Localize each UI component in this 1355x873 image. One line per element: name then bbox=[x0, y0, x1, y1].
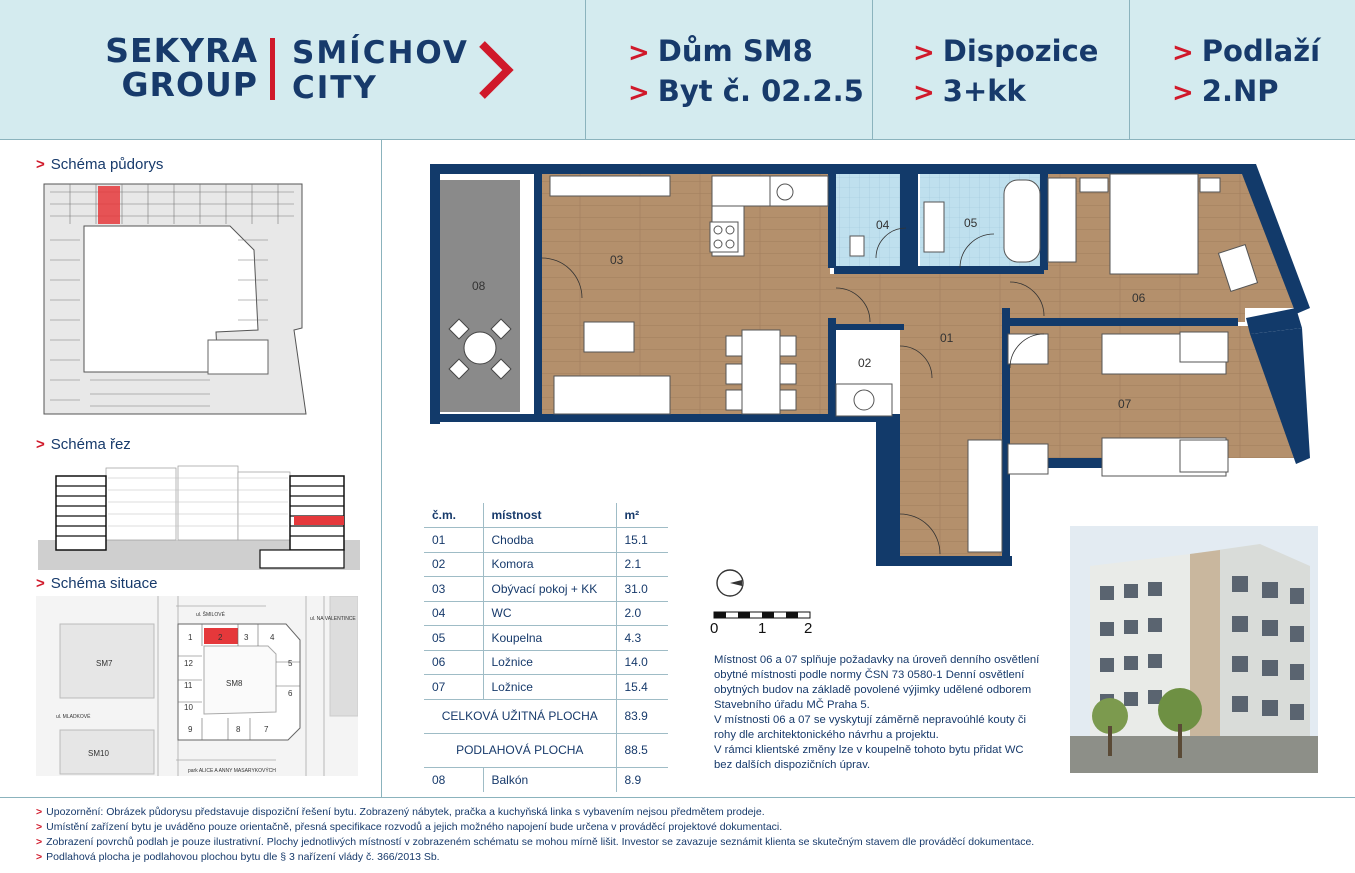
label-7: 7 bbox=[264, 725, 269, 734]
building-info: > Dům SM8 > Byt č. 02.2.5 bbox=[628, 34, 864, 108]
table-row: 03 Obývací pokoj + KK 31.0 bbox=[424, 577, 668, 602]
table-header: č.m. místnost m² bbox=[424, 503, 668, 528]
room-label-01: 01 bbox=[940, 331, 954, 345]
company-logo: SEKYRA GROUP bbox=[105, 31, 258, 104]
floor-info: > Podlaží > 2.NP bbox=[1172, 34, 1321, 108]
label-3: 3 bbox=[244, 633, 249, 642]
label-1: 1 bbox=[188, 633, 193, 642]
disclaimer-footer bbox=[0, 797, 1355, 873]
table-row: 05 Koupelna 4.3 bbox=[424, 626, 668, 651]
label-street-right: ul. NA VALENTINCE bbox=[310, 616, 356, 622]
building-render bbox=[1070, 526, 1318, 773]
floor-area-row: PODLAHOVÁ PLOCHA 88.5 bbox=[424, 733, 668, 767]
layout-info: > Dispozice > 3+kk bbox=[913, 34, 1099, 108]
label-9: 9 bbox=[188, 725, 193, 734]
table-row: 01 Chodba 15.1 bbox=[424, 528, 668, 553]
situation-schema-title: > Schéma situace bbox=[36, 575, 158, 592]
label-5: 5 bbox=[288, 659, 293, 668]
floorplan-schema-title: > Schéma půdorys bbox=[36, 156, 164, 173]
room-label-03: 03 bbox=[610, 253, 624, 267]
unit-cell bbox=[586, 0, 873, 140]
building-section-schema bbox=[38, 462, 360, 570]
floor-cell bbox=[1130, 0, 1355, 140]
layout-cell bbox=[873, 0, 1130, 140]
balcony-row: 08 Balkón 8.9 bbox=[424, 767, 668, 792]
room-label-05: 05 bbox=[964, 216, 978, 230]
table-row: 06 Ložnice 14.0 bbox=[424, 650, 668, 675]
room-label-06: 06 bbox=[1132, 291, 1146, 305]
label-11: 11 bbox=[184, 681, 193, 690]
building-floorplan-schema bbox=[40, 180, 310, 418]
label-street-top: ul. ŠMILOVÉ bbox=[196, 612, 225, 618]
label-8: 8 bbox=[236, 725, 241, 734]
label-6: 6 bbox=[288, 689, 293, 698]
header bbox=[0, 0, 1355, 140]
label-2: 2 bbox=[218, 633, 223, 642]
label-street-left: ul. MLADKOVÉ bbox=[56, 714, 91, 720]
project-logo: SMÍCHOV CITY bbox=[292, 35, 469, 106]
daylight-note: Místnost 06 a 07 splňuje požadavky na úroveň denního osvětlení obytné místnosti podle normy ČSN 73 0580-1 Denní osvětlení obytných budov na základě povolené výjimky udělené odborem Stavebního úřadu MČ Praha 5. V místnosti 06 a 07 se vyskytují záměrně nepravoúhlé kouty či rohy dle architektonického návrhu a projektu. V rámci klientské změny lze v koupelně tohoto bytu přidat WC bez dalších dispozičních úprav. bbox=[714, 654, 1040, 771]
table-row: 04 WC 2.0 bbox=[424, 601, 668, 626]
disclaimer-line: > Upozornění: Obrázek půdorysu představuje dispoziční řešení bytu. Zobrazený nábytek, pračka a kuchyňská linka s vybavením nejsou předmětem prodeje. bbox=[36, 806, 765, 818]
label-sm8: SM8 bbox=[226, 679, 243, 688]
schemas-panel bbox=[0, 140, 382, 797]
disclaimer-line: > Umístění zařízení bytu je uváděno pouze orientačně, přesná specifikace rozvodů a jejich možného napojení bude určena v prováděcí projektové dokumentaci. bbox=[36, 821, 783, 833]
section-schema-title: > Schéma řez bbox=[36, 436, 131, 453]
table-row: 02 Komora 2.1 bbox=[424, 552, 668, 577]
label-10: 10 bbox=[184, 703, 193, 712]
unit-highlight bbox=[98, 186, 120, 224]
chevron-right-icon bbox=[478, 40, 514, 100]
label-sm10: SM10 bbox=[88, 749, 109, 758]
room-area-table bbox=[424, 503, 668, 792]
logo-cell bbox=[0, 0, 586, 140]
situation-schema bbox=[36, 596, 358, 776]
logo-divider bbox=[270, 38, 275, 100]
disclaimer-line: > Podlahová plocha je podlahovou plochou bytu dle § 3 nařízení vlády č. 366/2013 Sb. bbox=[36, 851, 440, 863]
disclaimer-line: > Zobrazení povrchů podlah je pouze ilustrativní. Plochy jednotlivých místností v zobrazeném schématu se mohou mírně lišit. Investor se zavazuje seznámit klienta se skutečným stavem dle prováděcí dokumentace. bbox=[36, 836, 1035, 848]
label-4: 4 bbox=[270, 633, 275, 642]
total-usable-row: CELKOVÁ UŽITNÁ PLOCHA 83.9 bbox=[424, 699, 668, 733]
table-row: 07 Ložnice 15.4 bbox=[424, 675, 668, 700]
room-label-08: 08 bbox=[472, 279, 486, 293]
label-park: park ALICE A ANNY MASARYKOVÝCH bbox=[188, 768, 276, 774]
room-label-04: 04 bbox=[876, 218, 890, 232]
building-visualization-image bbox=[1070, 526, 1318, 773]
label-sm7: SM7 bbox=[96, 659, 113, 668]
room-label-02: 02 bbox=[858, 356, 872, 370]
room-label-07: 07 bbox=[1118, 397, 1132, 411]
label-12: 12 bbox=[184, 659, 193, 668]
